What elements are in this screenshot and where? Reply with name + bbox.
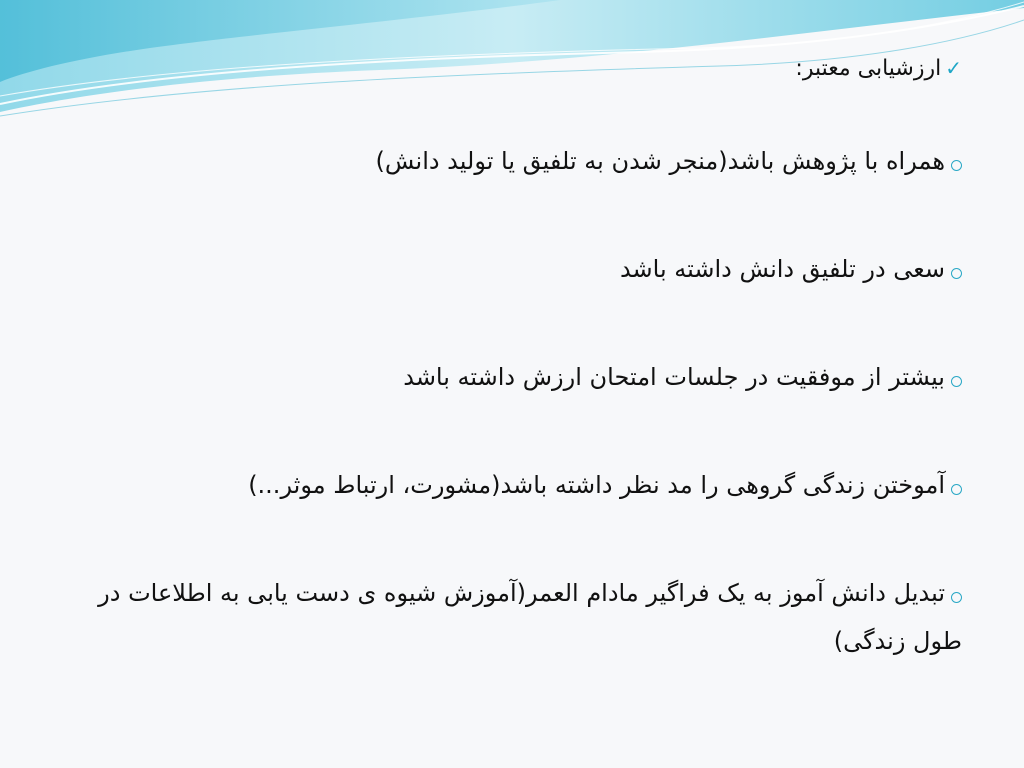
slide-heading — [62, 50, 962, 87]
list-item — [62, 353, 962, 401]
circle-outline-icon — [951, 592, 962, 603]
bullet-list — [62, 137, 962, 665]
list-item — [62, 245, 962, 293]
list-item — [62, 569, 962, 665]
bullet-text: تبدیل دانش آموز به یک فراگیر مادام العمر(آموزش شیوه ی دست یابی به اطلاعات در طول زندگی) — [98, 579, 962, 655]
list-item — [62, 461, 962, 509]
slide-content — [62, 50, 962, 665]
circle-outline-icon — [951, 376, 962, 387]
circle-outline-icon — [951, 268, 962, 279]
bullet-text: همراه با پژوهش باشد(منجر شدن به تلفیق یا تولید دانش) — [375, 147, 945, 175]
circle-outline-icon — [951, 484, 962, 495]
circle-outline-icon — [951, 160, 962, 171]
bullet-text: آموختن زندگی گروهی را مد نظر داشته باشد(مشورت، ارتباط موثر...) — [248, 471, 945, 499]
bullet-text: سعی در تلفیق دانش داشته باشد — [619, 255, 945, 283]
bullet-text: بیشتر از موفقیت در جلسات امتحان ارزش داشته باشد — [403, 363, 945, 391]
list-item — [62, 137, 962, 185]
check-icon: ✓ — [945, 56, 962, 80]
heading-text: ارزشیابی معتبر: — [795, 56, 942, 81]
